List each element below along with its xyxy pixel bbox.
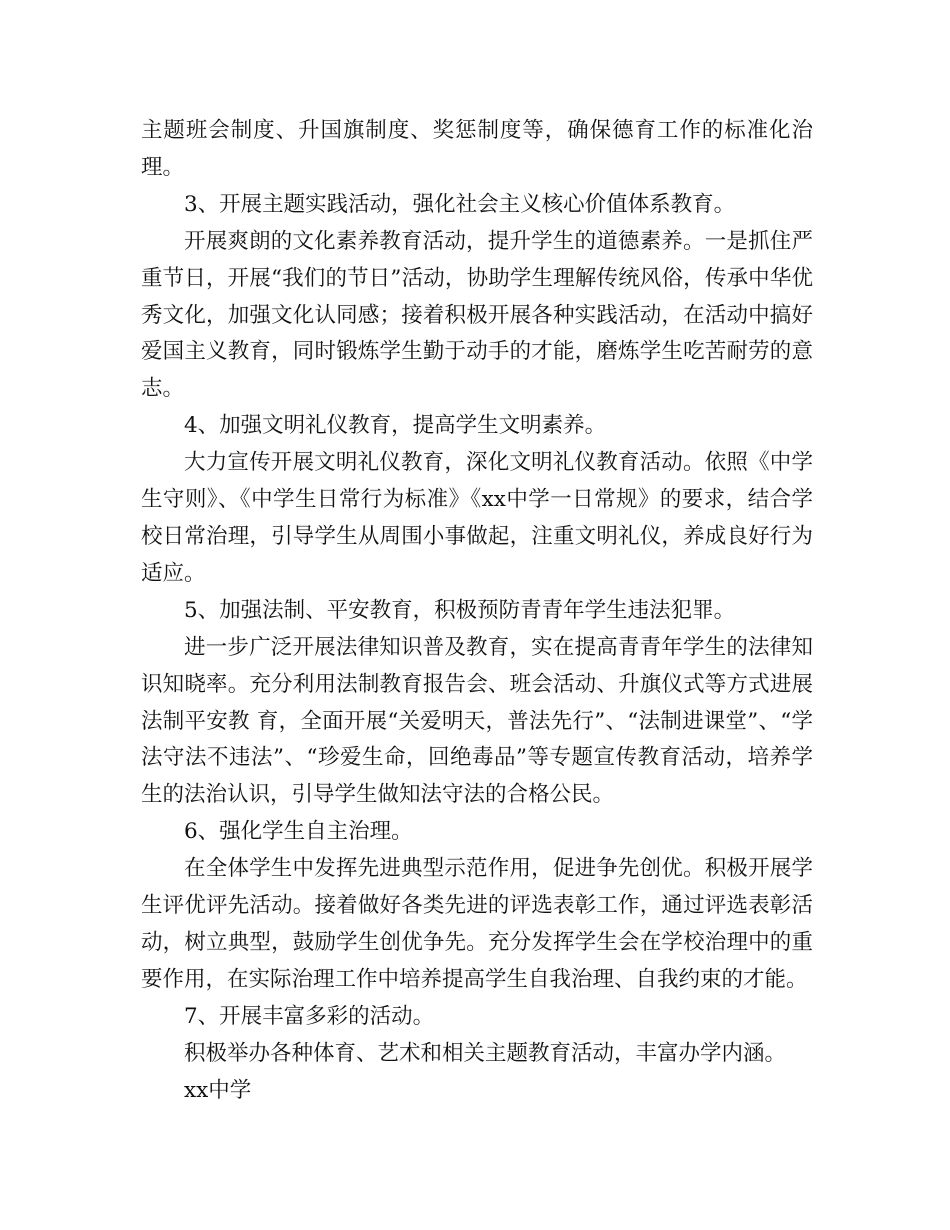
paragraph-continuation: 主题班会制度、升国旗制度、奖惩制度等，确保德育工作的标准化治理。 — [141, 118, 813, 180]
signature-school-name: xx中学 — [184, 1077, 252, 1103]
document-body — [141, 113, 813, 1109]
paragraph-item-3: 开展爽朗的文化素养教育活动，提升学生的道德素养。一是抓住严重节日，开展“我们的节日”活动，协助学生理解传统风俗，传承中华优秀文化，加强文化认同感；接着积极开展各种实践活动，在活动中搞好爱国主义教育，同时锻炼学生勤于动手的才能，磨炼学生吃苦耐劳的意志。 — [141, 228, 813, 402]
paragraph-item-6: 在全体学生中发挥先进典型示范作用，促进争先创优。积极开展学生评优评先活动。接着做好各类先进的评选表彰工作，通过评选表彰活动，树立典型，鼓励学生创优争先。充分发挥学生会在学校治理中的重要作用，在实际治理工作中培养提高学生自我治理、自我约束的才能。 — [141, 856, 813, 992]
heading-item-6: 6、强化学生自主治理。 — [184, 819, 413, 845]
heading-item-4: 4、加强文明礼仪教育，提高学生文明素养。 — [184, 413, 607, 439]
heading-item-7: 7、开展丰富多彩的活动。 — [184, 1003, 435, 1029]
paragraph-item-4: 大力宣传开展文明礼仪教育，深化文明礼仪教育活动。依照《中学生守则》、《中学生日常行为标准》《xx中学一日常规》的要求，结合学校日常治理，引导学生从周围小事做起，注重文明礼仪，养成良好行为适应。 — [141, 450, 813, 586]
heading-item-3: 3、开展主题实践活动，强化社会主义核心价值体系教育。 — [184, 191, 736, 217]
paragraph-item-5: 进一步广泛开展法律知识普及教育，实在提高青青年学生的法律知识知晓率。充分利用法制教育报告会、班会活动、升旗仪式等方式进展法制平安教 育，全面开展“关爱明天，普法先行”、“法制进课堂”、“学法守法不违法”、“珍爱生命，回绝毒品”等专题宣传教育活动，培养学生的法治认识，引导学生做知法守法的合格公民。 — [141, 634, 813, 808]
paragraph-item-7: 积极举办各种体育、艺术和相关主题教育活动，丰富办学内涵。 — [184, 1040, 787, 1066]
heading-item-5: 5、加强法制、平安教育，积极预防青青年学生违法犯罪。 — [184, 597, 736, 623]
